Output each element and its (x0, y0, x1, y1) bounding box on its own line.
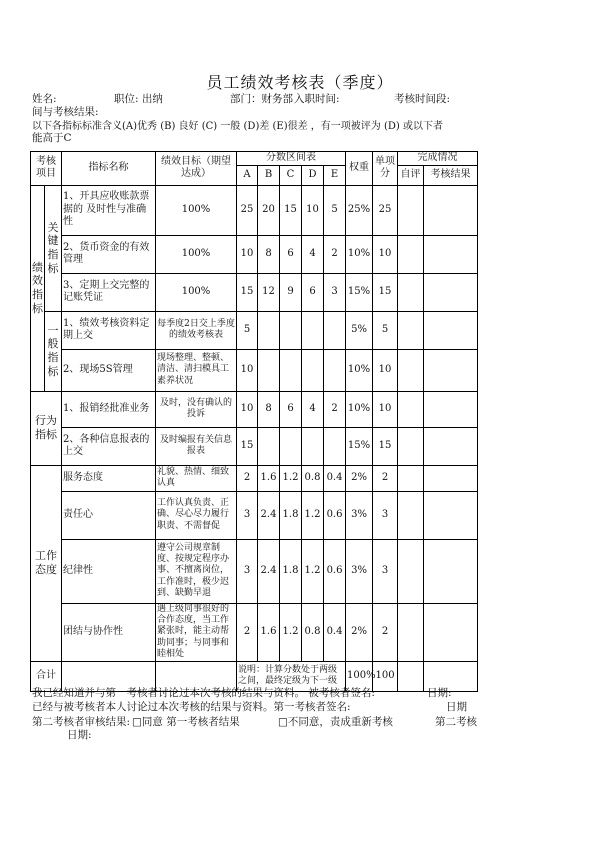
indicator-name: 服务态度 (62, 465, 156, 491)
grade-d-cell: 4 (302, 235, 324, 273)
grade-e-header: E (324, 165, 346, 185)
grade-b-cell: 8 (258, 235, 280, 273)
indicator-name: 2、现场5S管理 (62, 349, 156, 391)
grade-d-cell: 6 (302, 273, 324, 311)
target-cell: 现场整理、整顿、清洁、清扫模具工素养状况 (156, 349, 237, 391)
grade-a-cell: 3 (237, 539, 258, 603)
grade-c-cell (280, 349, 302, 391)
grade-e-cell: 0.4 (324, 603, 346, 661)
grade-a-cell: 5 (237, 311, 258, 349)
performance-group-cell: 绩效指标 (31, 185, 45, 391)
indicator-name: 2、货币资金的有效管理 (62, 235, 156, 273)
disagree-option[interactable]: □不同意，责成重新考核 (278, 716, 393, 728)
employee-date-label: 日期: (427, 687, 452, 699)
indicator-name: 2、各种信息报表的上交 (62, 427, 156, 465)
table-header-row-1 (31, 152, 478, 166)
table-row (31, 185, 478, 235)
grade-c-cell: 1.8 (280, 491, 302, 539)
total-score: 100 (373, 661, 398, 691)
evaluation-table (30, 151, 478, 692)
employee-ack-text: 我已经知道并与第一考核者讨论过本次考核的结果与资料。 被考核者签名: (32, 687, 375, 699)
grade-d-cell: 0.8 (302, 465, 324, 491)
indicator-name: 1、开具应收账款票据的 及时性与准确性 (62, 185, 156, 235)
weight-cell: 25% (346, 185, 373, 235)
grade-d-cell: 4 (302, 391, 324, 427)
grade-c-header: C (280, 165, 302, 185)
result-cell[interactable] (424, 491, 478, 539)
total-note: 说明：计算分数处于两级之间，最终定级为下一级 (237, 661, 346, 691)
grade-c-cell: 6 (280, 391, 302, 427)
grade-b-cell (258, 427, 280, 465)
grade-c-cell (280, 311, 302, 349)
self-eval-cell[interactable] (398, 465, 424, 491)
indicator-name: 3、定期上交完整的记账凭证 (62, 273, 156, 311)
grade-a-cell: 10 (237, 391, 258, 427)
grade-d-cell: 1.2 (302, 491, 324, 539)
grade-a-cell: 3 (237, 491, 258, 539)
second-reviewer-right-label: 第二考核 (435, 716, 477, 728)
target-cell: 每季度2日交上季度的绩效考核表 (156, 311, 237, 349)
indicator-header: 指标名称 (62, 152, 156, 186)
table-row (31, 465, 478, 491)
item-score-cell: 10 (373, 235, 398, 273)
result-cell[interactable] (424, 311, 478, 349)
grade-c-cell: 9 (280, 273, 302, 311)
indicator-name: 1、绩效考核资料定期上交 (62, 311, 156, 349)
weight-cell: 10% (346, 235, 373, 273)
target-cell: 100% (156, 235, 237, 273)
indicator-name: 责任心 (62, 491, 156, 539)
table-row (31, 349, 478, 391)
target-cell: 遇上级同事很好的合作态度，当工作紧张时，能主动帮助同事；与同事和睦相处 (156, 603, 237, 661)
grade-c-cell (280, 427, 302, 465)
item-score-cell: 2 (373, 603, 398, 661)
weight-cell: 3% (346, 539, 373, 603)
criteria-wrap: 能高于C (32, 132, 72, 144)
attitude-group-cell: 工作态度 (31, 465, 62, 661)
self-eval-cell[interactable] (398, 235, 424, 273)
grade-c-cell: 1.8 (280, 539, 302, 603)
item-score-header: 单项分 (373, 152, 398, 186)
position-label: 职位: 出纳 (114, 93, 163, 105)
item-score-cell: 5 (373, 311, 398, 349)
total-label: 合计 (31, 661, 62, 691)
result-cell[interactable] (424, 391, 478, 427)
self-eval-cell[interactable] (398, 311, 424, 349)
result-cell[interactable] (424, 185, 478, 235)
target-header: 绩效目标（期望达成） (156, 152, 237, 186)
item-score-cell: 2 (373, 465, 398, 491)
self-eval-header: 自评 (398, 165, 424, 185)
target-cell: 100% (156, 273, 237, 311)
result-cell[interactable] (424, 539, 478, 603)
total-weight: 100% (346, 661, 373, 691)
grade-d-cell: 0.8 (302, 603, 324, 661)
entry-time-label: 入职时间: (294, 93, 340, 105)
target-cell: 礼貌、热情、细致认真 (156, 465, 237, 491)
table-row (31, 273, 478, 311)
period-wrap: 间与考核结果: (32, 106, 99, 118)
grade-c-cell: 1.2 (280, 465, 302, 491)
first-reviewer-ack-text: 已经与被考核者本人讨论过本次考核的结果与资料。第一考核者签名: (32, 701, 351, 713)
result-header: 考核结果 (424, 165, 478, 185)
grade-a-cell: 10 (237, 349, 258, 391)
grade-e-cell: 2 (324, 391, 346, 427)
grade-b-cell: 2.4 (258, 539, 280, 603)
grade-a-cell: 10 (237, 235, 258, 273)
result-cell[interactable] (424, 427, 478, 465)
table-row (31, 603, 478, 661)
target-cell: 遵守公司规章制度、按规定程序办事、不擅离岗位，工作准时，极少迟到、缺勤早退 (156, 539, 237, 603)
item-score-cell: 10 (373, 391, 398, 427)
weight-cell: 15% (346, 273, 373, 311)
grade-b-cell: 2.4 (258, 491, 280, 539)
grade-e-cell: 0.4 (324, 465, 346, 491)
category-header: 考核项目 (31, 152, 62, 186)
grade-d-cell (302, 427, 324, 465)
grade-b-cell: 1.6 (258, 603, 280, 661)
table-row (31, 427, 478, 465)
grade-d-header: D (302, 165, 324, 185)
grade-b-cell: 8 (258, 391, 280, 427)
weight-cell: 2% (346, 465, 373, 491)
target-cell: 100% (156, 185, 237, 235)
grade-b-cell (258, 311, 280, 349)
key-group-cell: 关键指标 (45, 185, 62, 311)
criteria-line: 以下各指标标准含义(A)优秀 (B) 良好 (C) 一般 (D)差 (E)很差 ，有一项被评为 (D) 或以下者 (32, 121, 443, 132)
behavior-group-cell: 行为指标 (31, 391, 62, 465)
table-row (31, 311, 478, 349)
grade-e-cell (324, 427, 346, 465)
self-eval-cell[interactable] (398, 185, 424, 235)
item-score-cell: 3 (373, 491, 398, 539)
grade-d-cell (302, 349, 324, 391)
weight-header: 权重 (346, 152, 373, 186)
item-score-cell: 3 (373, 539, 398, 603)
grade-a-cell: 2 (237, 603, 258, 661)
grade-b-header: B (258, 165, 280, 185)
score-range-header: 分数区间表 (237, 152, 346, 166)
grade-b-cell: 1.6 (258, 465, 280, 491)
weight-cell: 10% (346, 349, 373, 391)
grade-a-cell: 25 (237, 185, 258, 235)
weight-cell: 2% (346, 603, 373, 661)
period-label: 考核时间段: (394, 93, 451, 105)
item-score-cell: 15 (373, 427, 398, 465)
grade-e-cell: 5 (324, 185, 346, 235)
department-label: 部门：财务部 (230, 93, 293, 105)
table-row (31, 491, 478, 539)
weight-cell: 15% (346, 427, 373, 465)
target-cell: 及时，没有确认的投诉 (156, 391, 237, 427)
grade-c-cell: 15 (280, 185, 302, 235)
self-eval-cell[interactable] (398, 603, 424, 661)
name-label: 姓名: (32, 93, 57, 105)
grade-e-cell: 0.6 (324, 491, 346, 539)
item-score-cell: 10 (373, 349, 398, 391)
result-cell[interactable] (424, 235, 478, 273)
grade-a-cell: 2 (237, 465, 258, 491)
footer-date-line: 日期: (67, 729, 92, 741)
grade-e-cell (324, 311, 346, 349)
self-eval-cell[interactable] (398, 273, 424, 311)
grade-b-cell: 12 (258, 273, 280, 311)
grade-b-cell (258, 349, 280, 391)
grade-d-cell: 1.2 (302, 539, 324, 603)
grade-e-cell: 2 (324, 235, 346, 273)
total-self-eval-cell[interactable] (398, 661, 424, 691)
general-group-cell: 一般指标 (45, 311, 62, 391)
result-cell[interactable] (424, 603, 478, 661)
grade-c-cell: 1.2 (280, 603, 302, 661)
item-score-cell: 25 (373, 185, 398, 235)
target-cell: 及时编报有关信息报表 (156, 427, 237, 465)
grade-c-cell: 6 (280, 235, 302, 273)
result-cell[interactable] (424, 349, 478, 391)
table-row (31, 539, 478, 603)
self-eval-cell[interactable] (398, 391, 424, 427)
first-reviewer-date-label: 日期 (446, 701, 467, 713)
grade-e-cell: 3 (324, 273, 346, 311)
result-cell[interactable] (424, 465, 478, 491)
grade-a-cell: 15 (237, 273, 258, 311)
grade-a-header: A (237, 165, 258, 185)
completion-header: 完成情况 (398, 152, 478, 166)
agree-option[interactable]: □同意 第一考核者结果 (132, 716, 240, 728)
self-eval-cell[interactable] (398, 427, 424, 465)
self-eval-cell[interactable] (398, 539, 424, 603)
target-cell: 工作认真负责、正确、尽心尽力履行职责、不需督促 (156, 491, 237, 539)
grade-e-cell (324, 349, 346, 391)
second-reviewer-label: 第二考核者审核结果: (32, 716, 131, 728)
table-row (31, 391, 478, 427)
grade-a-cell: 15 (237, 427, 258, 465)
indicator-name: 纪律性 (62, 539, 156, 603)
form-title: 员工绩效考核表（季度） (206, 73, 394, 92)
grade-e-cell: 0.6 (324, 539, 346, 603)
weight-cell: 5% (346, 311, 373, 349)
weight-cell: 3% (346, 491, 373, 539)
result-cell[interactable] (424, 273, 478, 311)
indicator-name: 1、报销经批准业务 (62, 391, 156, 427)
item-score-cell: 15 (373, 273, 398, 311)
indicator-name: 团结与协作性 (62, 603, 156, 661)
self-eval-cell[interactable] (398, 349, 424, 391)
self-eval-cell[interactable] (398, 491, 424, 539)
table-row (31, 235, 478, 273)
grade-b-cell: 20 (258, 185, 280, 235)
weight-cell: 10% (346, 391, 373, 427)
grade-d-cell (302, 311, 324, 349)
grade-d-cell: 10 (302, 185, 324, 235)
